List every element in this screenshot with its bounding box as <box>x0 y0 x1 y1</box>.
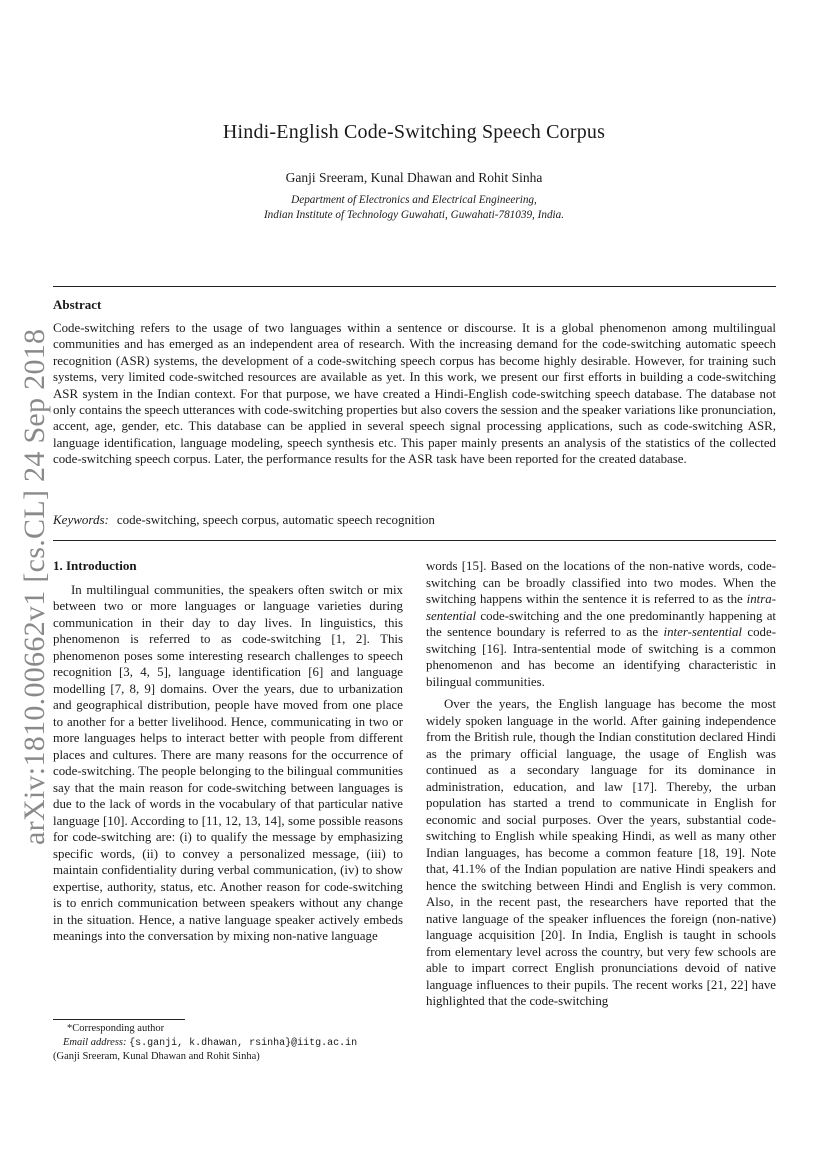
abstract-body: Code-switching refers to the usage of two languages within a sentence or discourse. It is a global phenomenon among multilingual communities and has emerged as an independent area of research. With the increasing demand for the code-switching automatic speech recognition (ASR) systems, the development of a code-switching speech corpus has become highly desirable. However, for training such systems, very limited code-switched resources are available as yet. In this work, we present our first efforts in building a code-switching ASR system in the Indian context. For that purpose, we have created a Hindi-English code-switching speech database. The database not only contains the speech utterances with code-switching properties but also covers the session and the speaker variations like pronunciation, accent, age, gender, etc. This database can be applied in several speech signal processing applications, such as code-switching ASR, language identification, language modeling, speech synthesis etc. This paper mainly presents an analysis of the statistics of the collected code-switching speech corpus. Later, the performance results for the ASR task have been reported for the created database. <box>53 321 776 467</box>
paper-title: Hindi-English Code-Switching Speech Corpus <box>222 121 606 143</box>
footnote-email <box>53 1036 413 1051</box>
left-column <box>53 558 403 945</box>
affiliation <box>0 193 828 223</box>
intro-paragraph-3: Over the years, the English language has become the most widely spoken language in the world. After gaining independence from the British rule, though the Indian constitution declared Hindi as the primary official language, the usage of English was continued as a secondary language for its dominance in administration, education, and law [17]. Thereby, the urban population has started a trend to communicate in English for economic and social purposes. Over the years, substantial code-switching to English while speaking Hindi, as well as many other Indian languages, has become a common feature [18, 19]. Note that, 41.1% of the Indian population are native Hindi speakers and hence the switching between Hindi and English is very common. Also, in the recent past, the researchers have reported that the native language of the speaker influences the foreign (non-native) language acquisition [20]. In India, English is taught in schools from elementary level across the country, but very few schools are able to impart correct English pronunciations devoid of native language influences to their pupils. The recent works [21, 22] have highlighted that the code-switching <box>426 697 776 1008</box>
abstract-heading: Abstract <box>53 297 102 312</box>
abstract-top-rule <box>53 286 776 287</box>
affiliation-department: Department of Electronics and Electrical Engineering, <box>291 194 537 206</box>
author-list: Ganji Sreeram, Kunal Dhawan and Rohit Sinha <box>285 170 543 185</box>
intro-paragraph-1: In multilingual communities, the speakers often switch or mix between two or more languages or language varieties during communication in their day to day lives. In linguistics, this phenomenon is referred to as code-switching [1, 2]. This phenomenon poses some interesting research challenges to speech recognition [3, 4, 5], language identification [6] and language modelling [7, 8, 9] domains. Over the years, due to urbanization and geographical distribution, people have moved from one place to another for a better livelihood. Hence, communicating in two or more languages helps to interact better with people from different places and cultures. There are many reasons for the occurrence of code-switching. The people belonging to the bilingual communities say that the main reason for code-switching between languages is due to the lack of words in the vocabulary of that particular native language [10]. According to [11, 12, 13, 14], some possible reasons for code-switching are: (i) to qualify the message by emphasizing specific words, (ii) to convey a personalized message, (iii) to maintain confidentiality during verbal communication, (iv) to show expertise, authority, status, etc. Another reason for code-switching is to enrich communication between speakers without any change in the situation. Hence, a native language speaker actively embeds meanings into the conversation by mixing non-native language <box>53 582 403 943</box>
term-intra-sentential: intra-sentential <box>426 592 776 623</box>
right-column <box>426 558 776 1010</box>
footnote-corresponding-author: *Corresponding author <box>67 1023 165 1034</box>
footnote-email-address[interactable]: {s.ganji, k.dhawan, rsinha}@iitg.ac.in <box>129 1037 358 1049</box>
affiliation-institute: Indian Institute of Technology Guwahati, Guwahati-781039, India. <box>263 209 565 221</box>
keywords-label: Keywords: <box>53 512 109 527</box>
intro-paragraph-2-part-c: code-switching [16]. Intra-sentential mode of switching is a common phenomenon and has become an identifying characteristic in bilingual communities. <box>426 625 776 689</box>
term-inter-sentential: inter-sentential <box>663 625 743 639</box>
footnotes <box>53 1022 413 1064</box>
intro-paragraph-2-part-a: words [15]. Based on the locations of the non-native words, code-switching can be broadly classified into two modes. When the switching happens within the sentence it is referred to as the <box>426 559 776 606</box>
footnote-rule <box>53 1019 185 1020</box>
intro-paragraph-2-part-b: code-switching and the one predominantly happening at the sentence boundary is referred to as the <box>426 608 776 639</box>
keywords-values: code-switching, speech corpus, automatic speech recognition <box>116 512 435 527</box>
section-heading-introduction: 1. Introduction <box>53 558 137 573</box>
abstract-bottom-rule <box>53 540 776 541</box>
intro-paragraph-2 <box>426 558 776 690</box>
footnote-author-names: (Ganji Sreeram, Kunal Dhawan and Rohit Sinha) <box>53 1051 260 1062</box>
footnote-email-label: Email address: <box>63 1036 127 1048</box>
keywords-line <box>53 512 435 528</box>
arxiv-identifier[interactable]: arXiv:1810.00662v1 [cs.CL] 24 Sep 2018 <box>18 328 51 845</box>
